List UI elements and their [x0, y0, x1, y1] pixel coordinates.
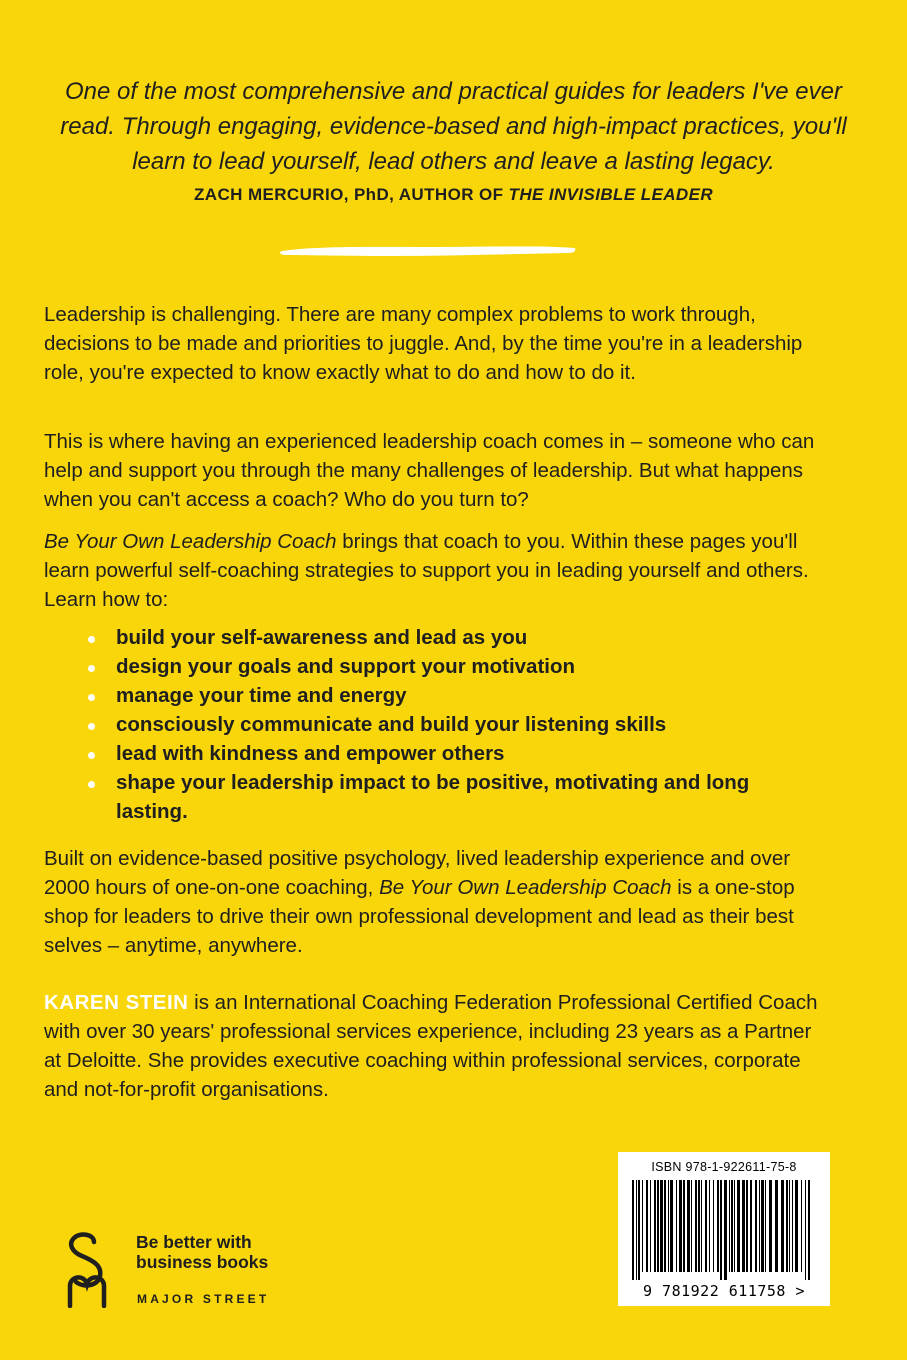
book-title: Be Your Own Leadership Coach: [44, 530, 337, 553]
barcode-bar: [737, 1180, 740, 1272]
book-title: Be Your Own Leadership Coach: [379, 876, 672, 899]
barcode-bar: [781, 1180, 784, 1272]
brush-stroke-divider: [278, 242, 578, 260]
barcode-bar: [695, 1180, 697, 1272]
author-bio: KAREN STEIN is an International Coaching Federation Professional Certified Coach with over 30 years' professional services experience, including 23 years as a Partner at Deloitte. She provides executive coaching within professional services, corporate and not-for-profit organisations.: [44, 991, 818, 1101]
publisher-tagline: Be better with business books: [136, 1232, 269, 1272]
barcode-bar: [646, 1180, 648, 1272]
barcode-bar: [731, 1180, 733, 1272]
barcode-bar: [668, 1180, 669, 1272]
barcode-bar: [746, 1180, 748, 1272]
isbn-barcode: [618, 1152, 830, 1306]
list-item: manage your time and energy: [86, 681, 786, 710]
barcode-bar: [687, 1180, 690, 1272]
barcode-bar: [750, 1180, 752, 1272]
bullet-dot-icon: [88, 636, 95, 643]
barcode-bar: [761, 1180, 764, 1272]
barcode-bar: [657, 1180, 659, 1272]
barcode-bar: [729, 1180, 730, 1272]
attribution-prefix: ZACH MERCURIO, PhD, AUTHOR OF: [194, 185, 504, 204]
barcode-bar: [664, 1180, 666, 1272]
ms-monogram-icon: [62, 1228, 112, 1308]
bullet-dot-icon: [88, 665, 95, 672]
list-item: shape your leadership impact to be positive, motivating and long lasting.: [86, 768, 786, 826]
list-item: consciously communicate and build your listening skills: [86, 710, 786, 739]
bullet-dot-icon: [88, 781, 95, 788]
publisher-name: MAJOR STREET: [137, 1292, 270, 1306]
barcode-bar: [734, 1180, 735, 1272]
barcode-bar: [724, 1180, 727, 1280]
intro-paragraph: Leadership is challenging. There are many complex problems to work through, decisions to be made and priorities to juggle. And, by the time you're in a leadership role, you're expected to know exactly what to do and how to do it.: [44, 303, 803, 384]
endorsement-attribution: [60, 185, 847, 205]
barcode-bar: [650, 1180, 651, 1272]
barcode-bar: [709, 1180, 710, 1272]
barcode-bar: [670, 1180, 673, 1272]
barcode-bar: [769, 1180, 772, 1272]
barcode-bar: [638, 1180, 640, 1280]
bullet-dot-icon: [88, 723, 95, 730]
bullet-dot-icon: [88, 694, 95, 701]
barcode-bar: [795, 1180, 798, 1272]
summary-paragraph: Built on evidence-based positive psychology, lived leadership experience and over 2000 hours of one-on-one coaching, Be Your Own Leadership Coach is a one-stop shop for leaders to drive their own professional development and lead as their best selves – anytime, anywhere.: [44, 847, 795, 957]
barcode-bar: [660, 1180, 663, 1272]
barcode-bar: [636, 1180, 637, 1280]
bullet-dot-icon: [88, 752, 95, 759]
barcode-bar: [789, 1180, 790, 1272]
barcode-bar: [705, 1180, 707, 1272]
barcode-bar: [786, 1180, 788, 1272]
list-item: build your self-awareness and lead as you: [86, 623, 786, 652]
attribution-book-title: THE INVISIBLE LEADER: [508, 185, 713, 204]
book-intro-paragraph: Be Your Own Leadership Coach brings that coach to you. Within these pages you'll learn powerful self-coaching strategies to support you in leading yourself and others. Learn how to:: [44, 530, 809, 611]
barcode-bar: [808, 1180, 810, 1280]
barcode-bar: [713, 1180, 714, 1272]
learning-list: [86, 623, 786, 826]
barcode-bar: [679, 1180, 682, 1272]
list-item: design your goals and support your motivation: [86, 652, 786, 681]
endorsement-quote: One of the most comprehensive and practical guides for leaders I've ever read. Through engaging, evidence-based and high-impact practices, you'll learn to lead yourself, lead others and leave a lasting legacy.: [60, 78, 847, 175]
barcode-bar: [742, 1180, 745, 1272]
barcode-bar: [755, 1180, 757, 1272]
barcode-bar: [717, 1180, 719, 1272]
barcode-bar: [759, 1180, 760, 1272]
barcode-bar: [691, 1180, 692, 1272]
author-name: KAREN STEIN: [44, 991, 189, 1014]
barcode-bar: [775, 1180, 778, 1272]
list-item: lead with kindness and empower others: [86, 739, 786, 768]
barcode-bar: [683, 1180, 685, 1272]
barcode-bar: [698, 1180, 700, 1272]
barcode-bar: [805, 1180, 806, 1280]
barcode-bar: [701, 1180, 702, 1272]
barcode-bar: [676, 1180, 677, 1272]
barcode-bar: [792, 1180, 793, 1272]
barcode-digits: 9 781922 611758 >: [642, 1282, 806, 1300]
barcode-bar: [720, 1180, 722, 1280]
barcode-bar: [632, 1180, 634, 1280]
coach-paragraph: This is where having an experienced leadership coach comes in – someone who can help and support you through the many challenges of leadership. But what happens when you can't access a coach? Who do you turn to?: [44, 430, 815, 511]
isbn-label: ISBN 978-1-922611-75-8: [651, 1160, 797, 1174]
barcode-bar: [765, 1180, 766, 1272]
barcode-bar: [801, 1180, 802, 1272]
barcode-bars: [630, 1180, 818, 1280]
barcode-bar: [642, 1180, 643, 1272]
barcode-bar: [654, 1180, 656, 1272]
